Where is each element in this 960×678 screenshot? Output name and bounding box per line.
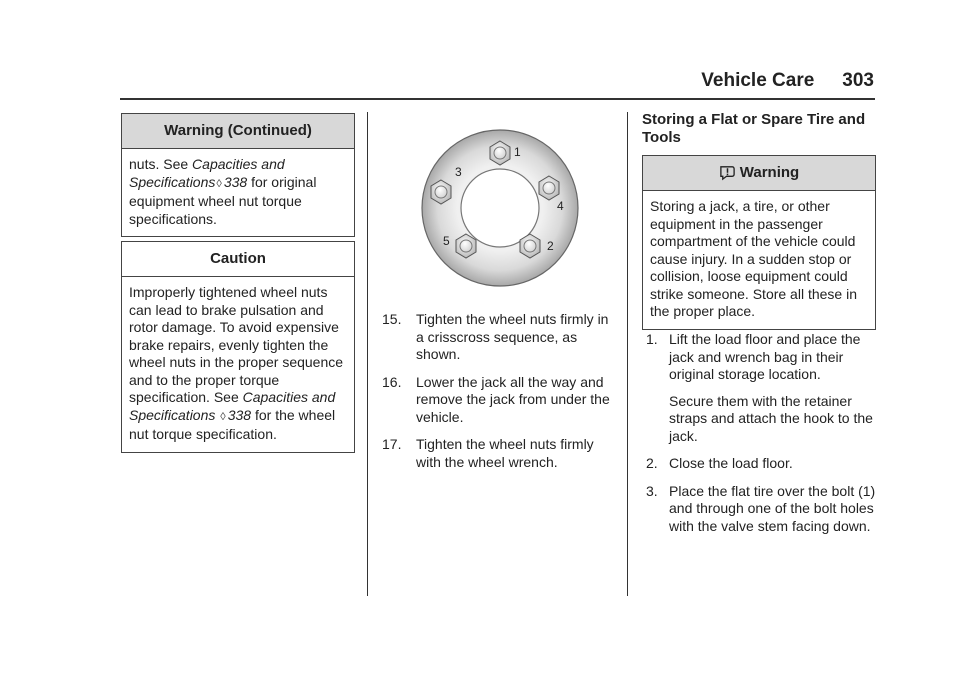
list-item (642, 483, 877, 536)
caution-text-end: for the wheel nut torque specification. (129, 406, 336, 442)
label-4: 4 (557, 199, 564, 213)
warning-title: Warning (739, 164, 800, 181)
list-item (642, 455, 877, 473)
step-text: Lift the load floor and place the jack and wrench bag in their original storage location. (669, 331, 861, 382)
list-item (642, 331, 877, 445)
warning-icon (719, 164, 736, 181)
wheel-nut-sequence-figure (420, 128, 580, 293)
warning-continued-box (121, 113, 355, 237)
warning-text-end: for original equipment wheel nut torque specifications. (129, 173, 317, 227)
label-5: 5 (443, 234, 450, 248)
column-divider-2 (627, 112, 628, 596)
step-number: 2. (646, 455, 658, 471)
step-text: Lower the jack all the way and remove the jack from under the vehicle. (416, 373, 610, 425)
page-ref-number[interactable]: 338 (223, 173, 248, 190)
section-heading: Storing a Flat or Spare Tire and Tools (642, 111, 866, 146)
step-text: Tighten the wheel nuts firmly in a crisscross sequence, as shown. (416, 311, 609, 362)
list-item (382, 374, 616, 427)
header-rule (120, 98, 875, 100)
step-number: 3. (646, 482, 658, 499)
list-item (382, 311, 616, 364)
right-steps (642, 331, 877, 545)
capacities-link[interactable]: Capacities and Specifications (129, 156, 285, 190)
step-number: 1. (646, 331, 658, 347)
warning-continued-title: Warning (Continued) (122, 114, 354, 149)
middle-steps (382, 311, 616, 481)
step-number: 15. (382, 311, 402, 327)
capacities-link[interactable]: Capacities and Specifications (129, 389, 336, 423)
warning-text: nuts. See (129, 156, 193, 172)
caution-text: Improperly tightened wheel nuts can lead to brake pulsation and rotor damage. To avoid expensive brake repairs, evenly tighten the wheel nuts in the proper sequence and to the proper torque specification. See (129, 284, 344, 405)
step-number: 16. (382, 373, 402, 390)
step-number: 17. (382, 436, 402, 452)
wheel-hub-diagram (420, 128, 580, 288)
header-title (701, 70, 874, 92)
page-ref-number[interactable]: 338 (227, 406, 252, 423)
warning-body: Storing a jack, a tire, or other equipment in the passenger compartment of the vehicle could cause injury. In a sudden stop or collision, loose equipment could strike someone. Store all these in the proper place. (650, 198, 857, 319)
label-3: 3 (455, 165, 462, 179)
warning-header (643, 156, 875, 191)
list-item (382, 436, 616, 471)
section-title: Vehicle Care (701, 70, 815, 91)
step-text: Place the flat tire over the bolt (1) and through one of the bolt holes with the valve stem facing down. (669, 482, 876, 534)
step-text: Close the load floor. (669, 455, 793, 471)
caution-body (122, 277, 354, 452)
warning-box (642, 155, 876, 330)
page-number: 303 (842, 70, 874, 91)
page-header (0, 0, 960, 98)
page-ref-icon: ◊ (216, 177, 222, 190)
caution-title: Caution (122, 242, 354, 277)
step-text: Tighten the wheel nuts firmly with the wheel wrench. (416, 436, 594, 470)
label-1: 1 (514, 145, 521, 159)
column-divider-1 (367, 112, 368, 596)
warning-continued-body (122, 149, 354, 236)
step-subparagraph: Secure them with the retainer straps and attach the hook to the jack. (669, 392, 873, 444)
caution-box (121, 241, 355, 453)
label-2: 2 (547, 239, 554, 253)
page-ref-icon: ◊ (220, 410, 226, 423)
